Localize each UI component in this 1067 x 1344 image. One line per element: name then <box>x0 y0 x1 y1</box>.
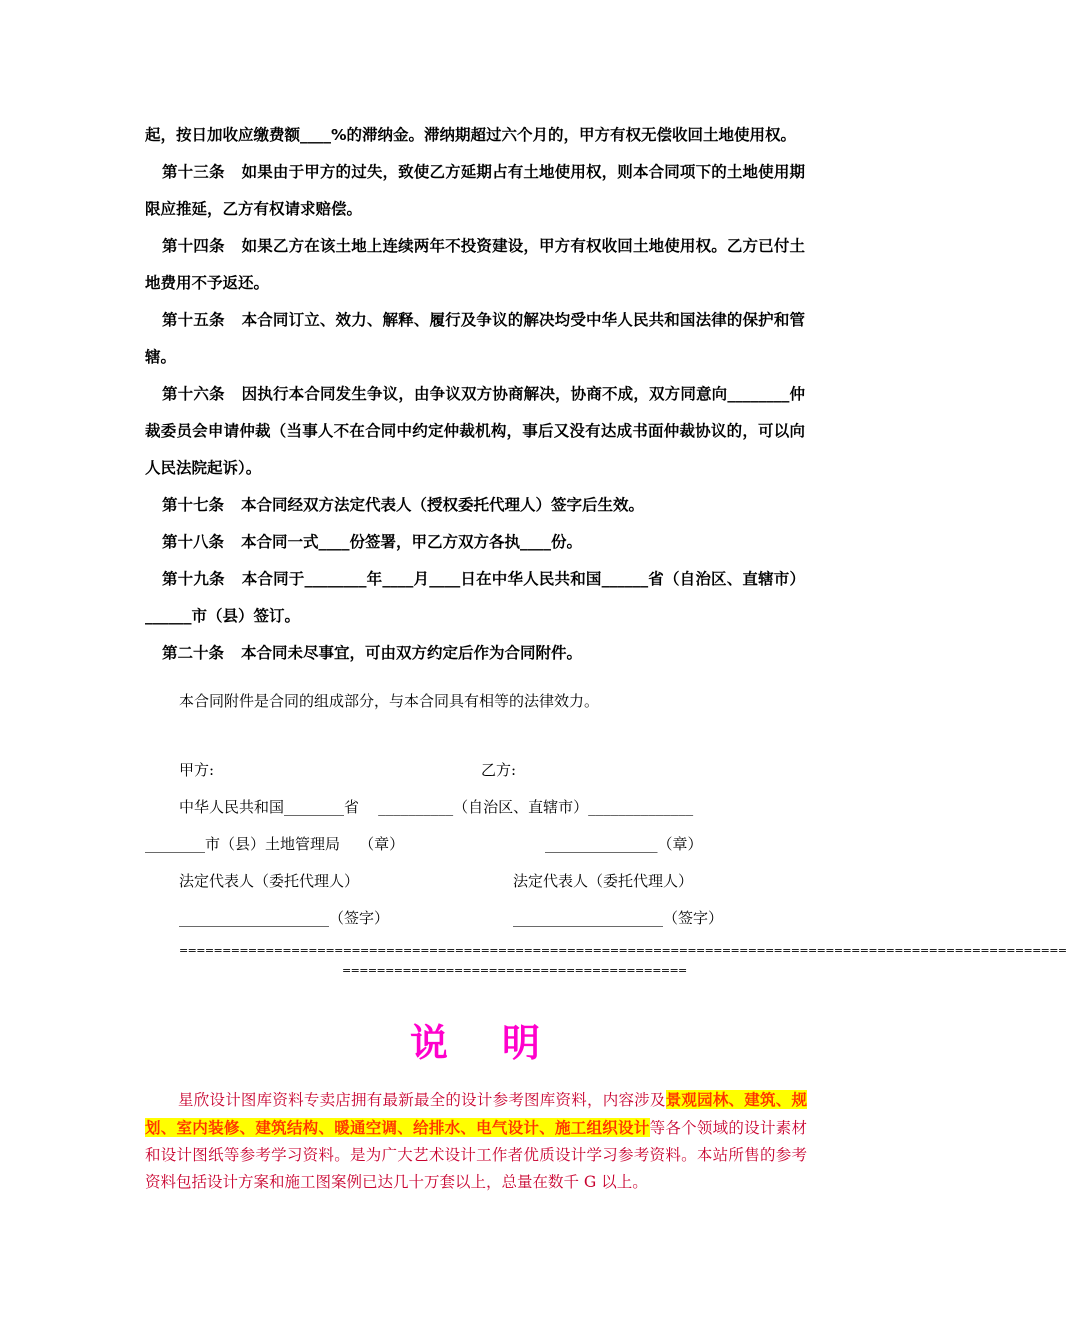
notice-text-intro: 星欣设计图库资料专卖店拥有最新最全的设计参考图库资料，内容涉及 <box>178 1091 666 1109</box>
article-12-continuation: 起，按日加收应缴费额____%的滞纳金。滞纳期超过六个月的，甲方有权无偿收回土地使用权。 <box>145 126 797 144</box>
separator-line-1: ======================================================================================================= <box>179 944 1067 957</box>
notice-text-rest: 等各个领域的设计素材和设计图纸等参考学习资料。是为广大艺术设计工作者优质设计学习参考资料。本站所售的参考资料包括设计方案和施工图案例已达几十万套以上，总量在数千 G 以上。 <box>145 1119 807 1191</box>
article-17-text: 本合同经双方法定代表人（授权委托代理人）签字后生效。 <box>241 496 645 514</box>
article-17 <box>145 487 805 524</box>
notice-paragraph <box>145 1086 807 1196</box>
separator-line-2: ======================================== <box>342 964 687 977</box>
article-14 <box>145 228 805 302</box>
article-20-number: 第二十条 <box>162 644 225 662</box>
article-20 <box>145 635 805 672</box>
article-18-text: 本合同一式____份签署，甲乙方双方各执____份。 <box>241 533 583 551</box>
article-13 <box>145 154 805 228</box>
notice-highlight-fields: 景观园林、建筑、规划、室内装修、建筑结构、暖通空调、给排水、电气设计、施工组织设计 <box>145 1090 807 1137</box>
article-19-number: 第十九条 <box>162 570 225 588</box>
article-14-text: 如果乙方在该土地上连续两年不投资建设，甲方有权收回土地使用权。乙方已付土地费用不予返还。 <box>145 237 805 292</box>
article-18 <box>145 524 805 561</box>
party-b-label: 乙方: <box>481 761 517 779</box>
article-19 <box>145 561 805 635</box>
article-20-text: 本合同未尽事宜，可由双方约定后作为合同附件。 <box>241 644 583 662</box>
article-19-text: 本合同于________年____月____日在中华人民共和国______省（自治区、直辖市）______市（县）签订。 <box>145 570 805 625</box>
article-17-number: 第十七条 <box>162 496 225 514</box>
article-16-text: 因执行本合同发生争议，由争议双方协商解决，协商不成，双方同意向________仲裁委员会申请仲裁（当事人不在合同中约定仲裁机构，事后又没有达成书面仲裁协议的，可以向人民法院起诉）。 <box>145 385 805 477</box>
article-16 <box>145 376 805 487</box>
notice-title-char-2: 明 <box>502 1021 541 1065</box>
signature-line-province: 中华人民共和国________省 __________（自治区、直辖市）______________ <box>179 798 694 816</box>
signature-line-seal-b: _______________（章） <box>545 835 703 853</box>
article-13-number: 第十三条 <box>162 163 225 181</box>
article-15 <box>145 302 805 376</box>
article-15-number: 第十五条 <box>162 311 225 329</box>
article-16-number: 第十六条 <box>162 385 225 403</box>
contract-articles <box>145 117 805 672</box>
representative-b-label: 法定代表人（委托代理人） <box>513 872 694 890</box>
representative-a-label: 法定代表人（委托代理人） <box>179 872 360 890</box>
article-14-number: 第十四条 <box>162 237 225 255</box>
signature-line-bureau: ________市（县）土地管理局 （章） <box>145 835 405 853</box>
sign-line-a: ____________________（签字） <box>179 909 390 927</box>
party-a-label: 甲方: <box>179 761 215 779</box>
article-13-text: 如果由于甲方的过失，致使乙方延期占有土地使用权，则本合同项下的土地使用期限应推延，乙方有权请求赔偿。 <box>145 163 805 218</box>
annex-note: 本合同附件是合同的组成部分，与本合同具有相等的法律效力。 <box>179 692 600 710</box>
notice-title-char-1: 说 <box>409 1021 448 1065</box>
sign-line-b: ____________________（签字） <box>513 909 724 927</box>
article-15-text: 本合同订立、效力、解释、履行及争议的解决均受中华人民共和国法律的保护和管辖。 <box>145 311 805 366</box>
notice-title <box>0 1012 950 1067</box>
article-18-number: 第十八条 <box>162 533 225 551</box>
